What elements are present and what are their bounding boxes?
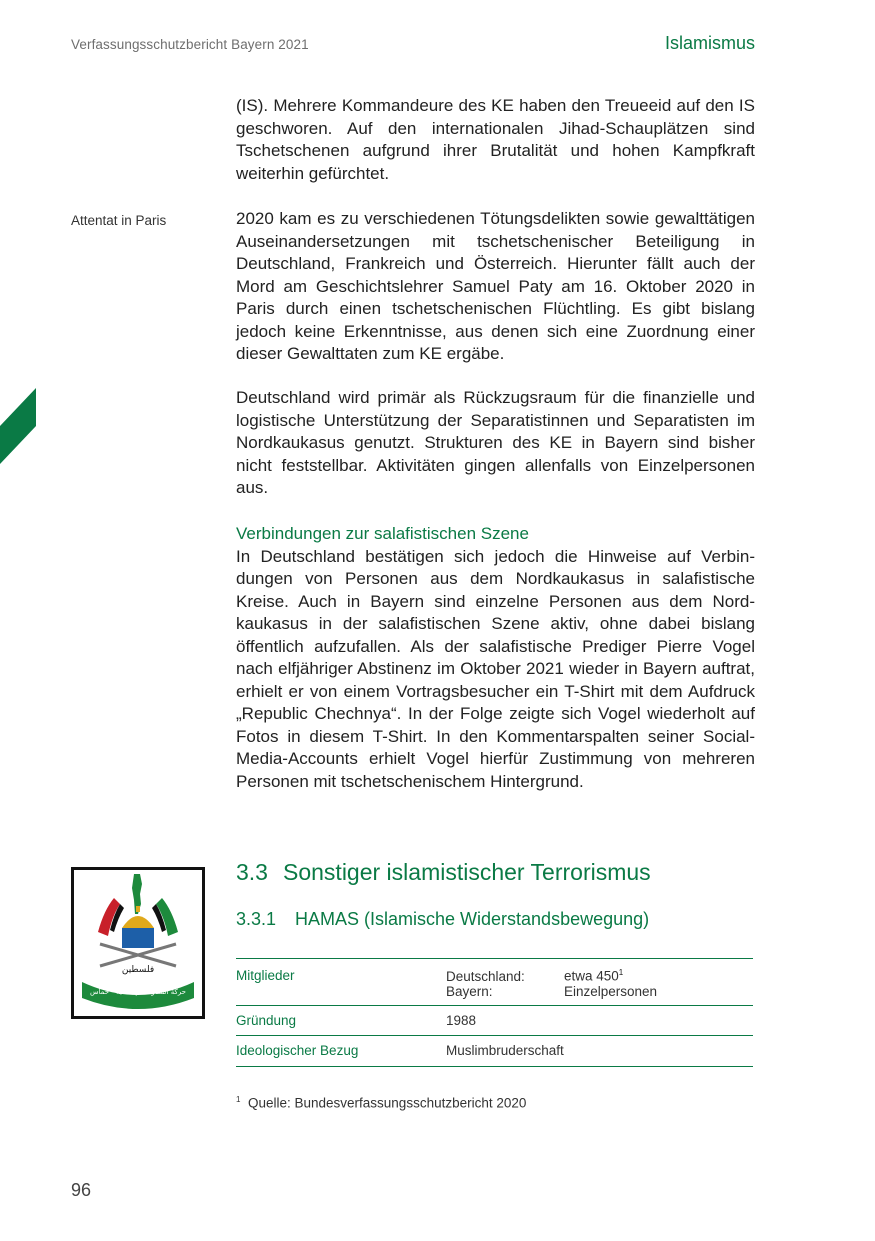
- section-number: 3.3: [236, 859, 268, 885]
- paragraph-paris-attack: 2020 kam es zu verschiedenen Tötungsdelikten sowie gewalttätigen Auseinandersetzungen mit tschetschenischer Beteiligung in Deutschland, Frankreich und Österreich. Hierunter fällt auch der Mord am Geschichtslehrer Samuel Paty am 16. Oktober 2020 in Paris durch einen tschetschenischen Flüchtling. Es gibt bislang jedoch keine Erkenntnisse, aus denen sich eine Zuordnung einer dieser Gewalttaten zum KE ergäbe.: [236, 209, 755, 363]
- key-bayern: Bayern:: [446, 983, 493, 999]
- table-row-ideologie: [236, 1035, 753, 1066]
- text-block-4: [236, 523, 755, 793]
- value-bayern: Einzelpersonen: [564, 983, 658, 999]
- subheading-salafist-scene: Verbindungen zur salafistischen Szene: [236, 524, 529, 543]
- paragraph-retreat-area: Deutschland wird primär als Rückzugsraum für die finanzielle und logistische Unterstützung der Separatistinnen und Separatisten im Nordkaukasus genutzt. Strukturen des KE in Bayern sind bisher nicht feststellbar. Aktivitäten gingen allenfalls von Einzelpersonen aus.: [236, 388, 755, 497]
- hamas-logo: [71, 867, 205, 1019]
- hamas-facts-table: [236, 958, 753, 1067]
- footnote-text: Quelle: Bundesverfassungsschutzbericht 2020: [247, 1095, 527, 1111]
- table-row-gruendung: [236, 1005, 753, 1035]
- value-ideologie: Muslimbruderschaft: [446, 1042, 564, 1058]
- footnote: [236, 1095, 526, 1111]
- section-heading-3-3-1: [236, 909, 649, 930]
- section-title: Sonstiger islamistischer Terrorismus: [283, 859, 651, 885]
- text-block-3: [236, 387, 755, 500]
- section-heading-3-3: [236, 859, 651, 886]
- key-deutschland: Deutschland:: [446, 968, 525, 984]
- value-deutschland: etwa 450: [564, 968, 619, 984]
- page-number: 96: [71, 1180, 92, 1200]
- label-ideologie: Ideologischer Bezug: [236, 1042, 359, 1058]
- hamas-emblem-icon: [74, 870, 202, 1016]
- running-header-title: Verfassungsschutzbericht Bayern 2021: [71, 37, 309, 52]
- margin-label-paris: Attentat in Paris: [71, 213, 167, 228]
- table-row-mitglieder: [236, 959, 753, 1006]
- paragraph-is-commanders: (IS). Mehrere Kommandeure des KE haben den Treueeid auf den IS geschworen. Auf den internationalen Jihad-Schauplätzen sind Tschetschenen aufgrund ihrer Brutalität und hohen Kampfkraft weiterhin gefürchtet.: [236, 96, 755, 183]
- subsection-number: 3.3.1: [236, 909, 277, 929]
- text-block-1: [236, 95, 755, 185]
- paragraph-salafist-connections: In Deutschland bestätigen sich jedoch die Hinweise auf Verbindungen von Personen aus dem Nordkaukasus in salafistische Kreise. Auch in Bayern sind einzelne Personen aus dem Nordkaukasus in der salafistischen Szene aktiv, ohne dabei bislang öffentlich aufzufallen. Als der salafistische Prediger Pierre Vogel nach elfjähriger Abstinenz im Oktober 2021 wieder in Bayern auftrat, erhielt er von einem Vortragsbesucher ein T-Shirt mit dem Aufdruck „Republic Chechnya“. In der Folge zeigte sich Vogel wiederholt auf Fotos in diesem T-Shirt. In den Kommentarspalten seiner Social-Media-Accounts erhielt Vogel hierfür Zustimmung von mehreren Personen mit tschetschenischem Hintergrund.: [236, 546, 755, 791]
- logo-caption: حركة المقاومة الإسلامية - حماس: [89, 988, 187, 996]
- running-header-chapter: Islamismus: [664, 33, 755, 53]
- value-gruendung: 1988: [446, 1012, 477, 1028]
- logo-label: فلسطين: [121, 965, 155, 975]
- footnote-number: 1: [236, 1095, 241, 1104]
- footnote-ref: 1: [618, 968, 624, 977]
- subsection-title: HAMAS (Islamische Widerstandsbewegung): [295, 909, 650, 929]
- label-mitglieder: Mitglieder: [236, 968, 295, 983]
- label-gruendung: Gründung: [236, 1012, 297, 1028]
- chapter-marker-tab: [0, 388, 36, 464]
- text-block-2: [236, 208, 755, 366]
